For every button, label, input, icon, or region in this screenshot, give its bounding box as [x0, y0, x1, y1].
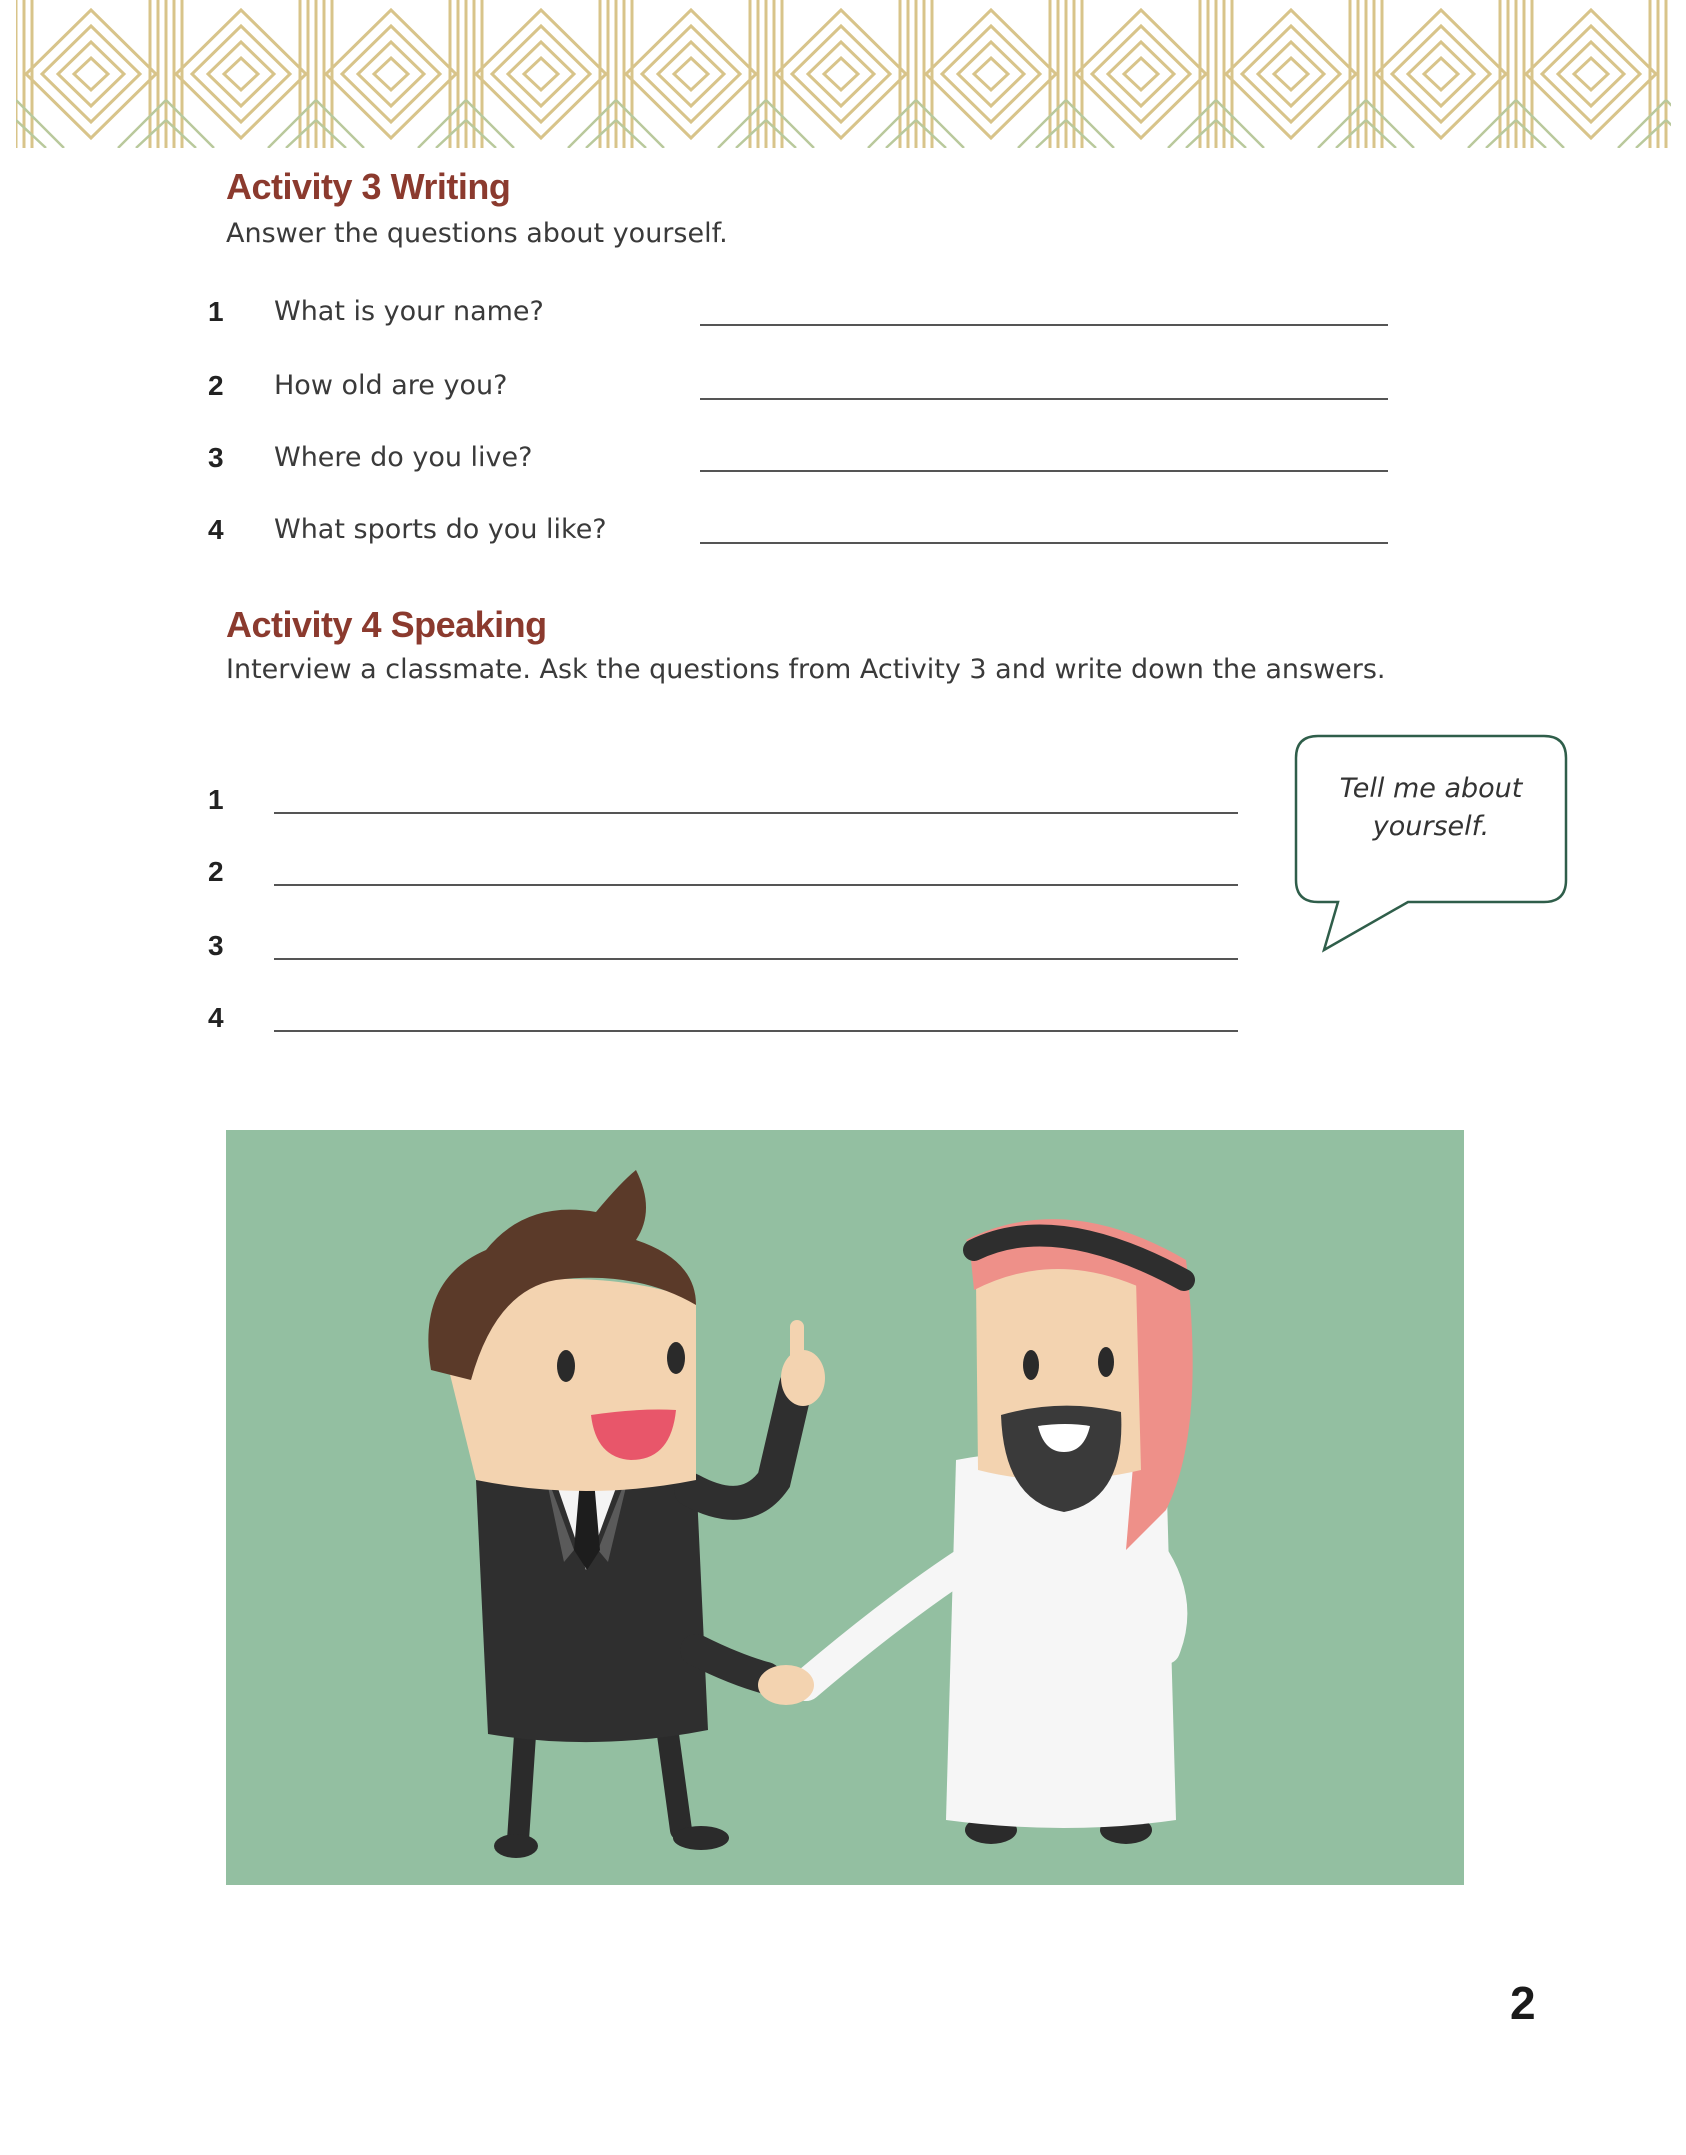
question-number: 3: [208, 442, 224, 473]
question-text: What sports do you like?: [274, 514, 607, 545]
activity-4-instructions: Interview a classmate. Ask the questions from Activity 3 and write down the answers.: [226, 654, 1386, 685]
speech-bubble-line: yourself.: [1372, 811, 1490, 842]
answer-number: 1: [208, 784, 224, 815]
answer-line[interactable]: [700, 542, 1388, 544]
question-number: 4: [208, 514, 224, 545]
answer-number: 2: [208, 856, 224, 887]
answer-line[interactable]: [274, 812, 1238, 814]
question-text: What is your name?: [274, 296, 544, 327]
speech-bubble-line: Tell me about: [1339, 773, 1523, 804]
activity-3-title: Activity 3 Writing: [226, 166, 511, 207]
handshake-illustration: [226, 1130, 1464, 1885]
question-text: How old are you?: [274, 370, 508, 401]
activity-3-instructions: Answer the questions about yourself.: [226, 218, 728, 249]
handshake-illustration-icon: [226, 1130, 1464, 1885]
question-number: 1: [208, 296, 224, 327]
question-text: Where do you live?: [274, 442, 533, 473]
answer-line[interactable]: [700, 398, 1388, 400]
answer-number: 3: [208, 930, 224, 961]
answer-line[interactable]: [700, 470, 1388, 472]
answer-line[interactable]: [274, 958, 1238, 960]
page-number: 2: [1510, 1977, 1536, 2029]
answer-line[interactable]: [700, 324, 1388, 326]
answer-line[interactable]: [274, 1030, 1238, 1032]
activity-4-title: Activity 4 Speaking: [226, 604, 547, 645]
geometric-pattern-icon: [16, 0, 1671, 148]
speech-bubble: [1290, 732, 1572, 958]
question-number: 2: [208, 370, 224, 401]
answer-line[interactable]: [274, 884, 1238, 886]
speech-bubble-text: [1300, 770, 1562, 846]
decorative-banner: [16, 0, 1671, 148]
answer-number: 4: [208, 1002, 224, 1033]
